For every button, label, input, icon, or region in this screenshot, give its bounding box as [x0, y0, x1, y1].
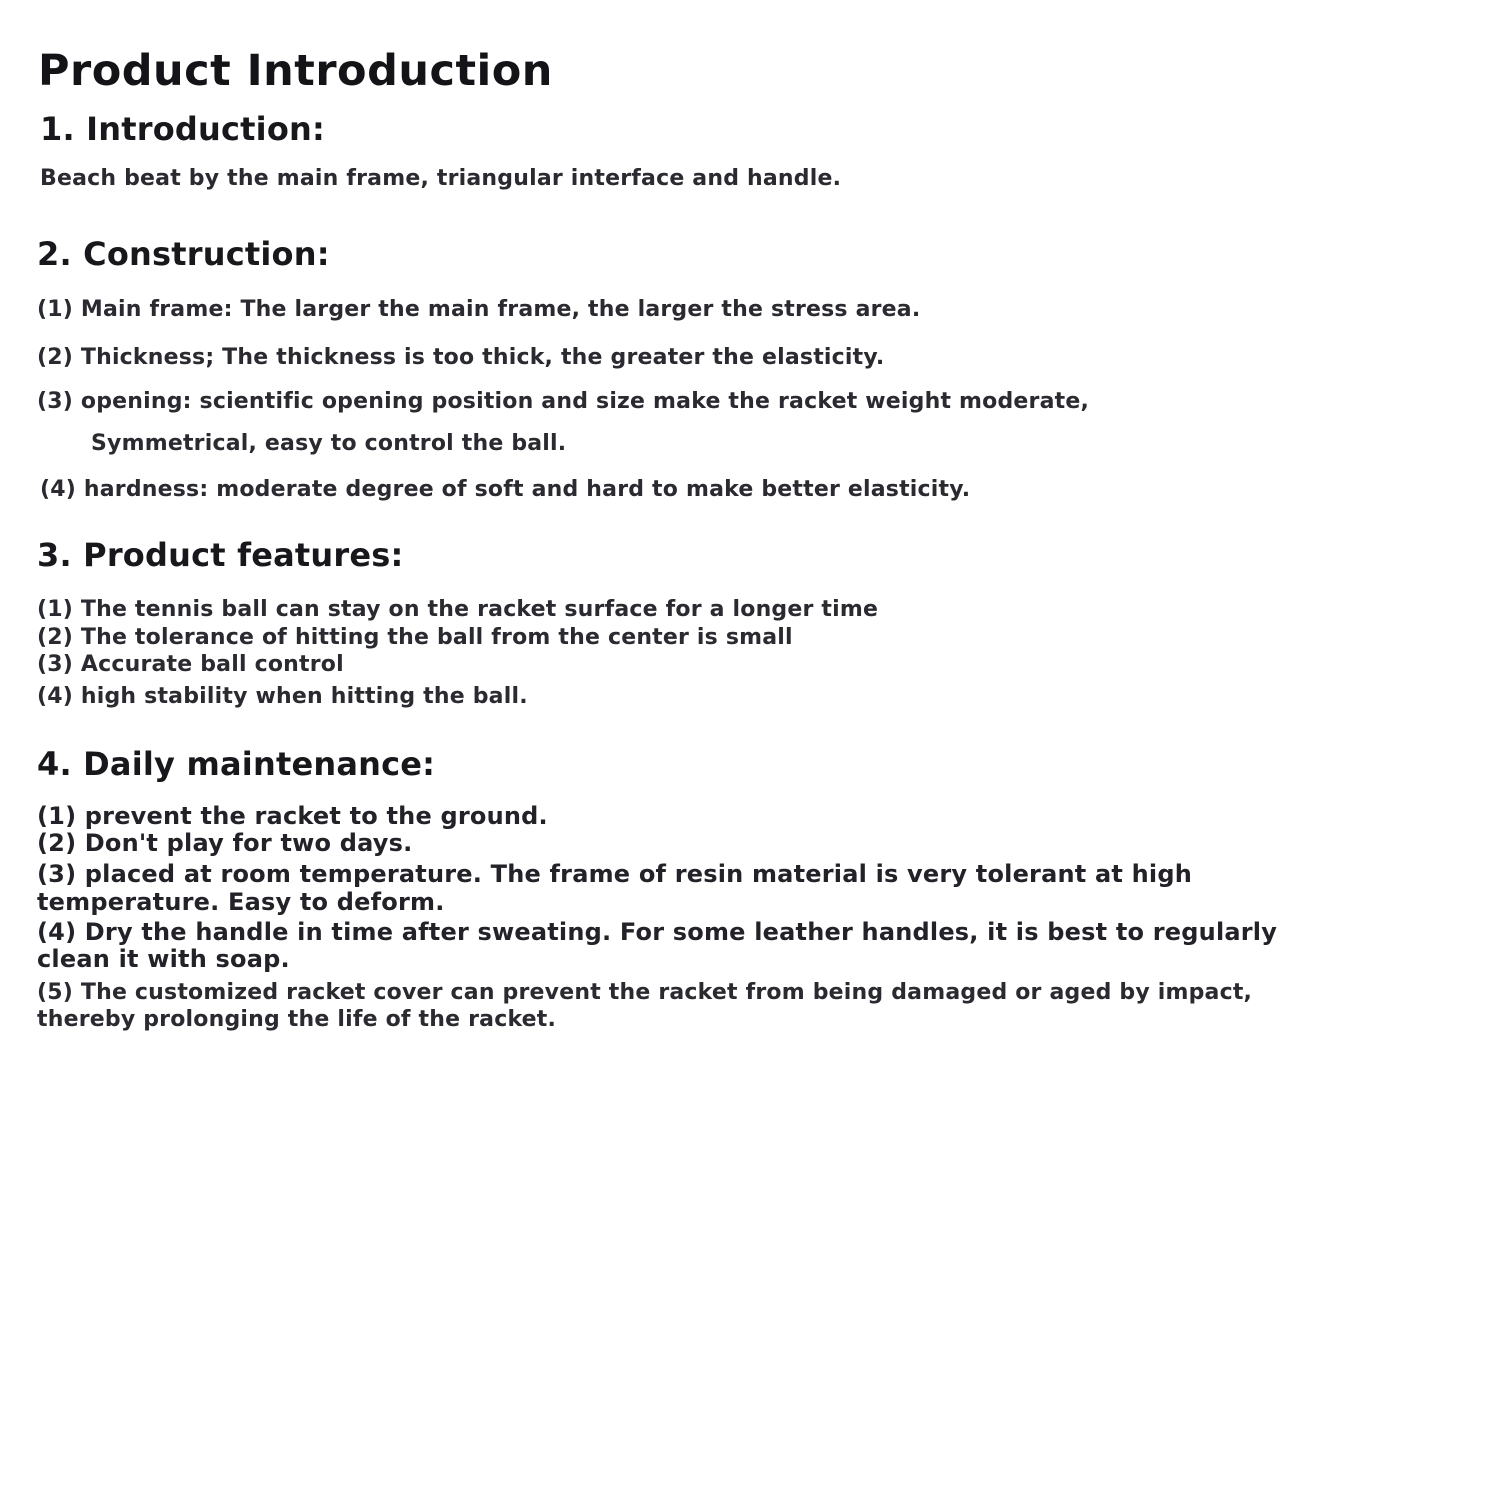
- maintenance-item-3-continued: temperature. Easy to deform.: [37, 888, 445, 916]
- maintenance-item-5-continued: thereby prolonging the life of the racket.: [37, 1007, 557, 1032]
- feature-item-1: (1) The tennis ball can stay on the racket surface for a longer time: [37, 597, 879, 622]
- construction-item-hardness: (4) hardness: moderate degree of soft and hard to make better elasticity.: [40, 477, 971, 502]
- maintenance-item-5: (5) The customized racket cover can prevent the racket from being damaged or aged by impact,: [37, 980, 1253, 1005]
- maintenance-item-4: (4) Dry the handle in time after sweating. For some leather handles, it is best to regularly: [37, 918, 1278, 946]
- maintenance-item-4-continued: clean it with soap.: [37, 945, 290, 973]
- maintenance-item-2: (2) Don't play for two days.: [37, 829, 413, 857]
- section-heading-introduction: 1. Introduction:: [40, 110, 325, 148]
- introduction-text: Beach beat by the main frame, triangular interface and handle.: [40, 166, 842, 191]
- section-heading-construction: 2. Construction:: [37, 235, 330, 273]
- construction-item-opening-continued: Symmetrical, easy to control the ball.: [91, 431, 567, 456]
- construction-item-thickness: (2) Thickness; The thickness is too thick, the greater the elasticity.: [37, 345, 885, 370]
- page-title: Product Introduction: [38, 46, 553, 96]
- feature-item-4: (4) high stability when hitting the ball.: [37, 684, 528, 709]
- maintenance-item-1: (1) prevent the racket to the ground.: [37, 802, 548, 830]
- construction-item-opening: (3) opening: scientific opening position and size make the racket weight moderate,: [37, 389, 1090, 414]
- section-heading-daily-maintenance: 4. Daily maintenance:: [37, 745, 436, 783]
- section-heading-product-features: 3. Product features:: [37, 536, 404, 574]
- construction-item-main-frame: (1) Main frame: The larger the main frame, the larger the stress area.: [37, 297, 921, 322]
- feature-item-3: (3) Accurate ball control: [37, 652, 344, 677]
- maintenance-item-3: (3) placed at room temperature. The frame of resin material is very tolerant at high: [37, 860, 1193, 888]
- feature-item-2: (2) The tolerance of hitting the ball from the center is small: [37, 625, 793, 650]
